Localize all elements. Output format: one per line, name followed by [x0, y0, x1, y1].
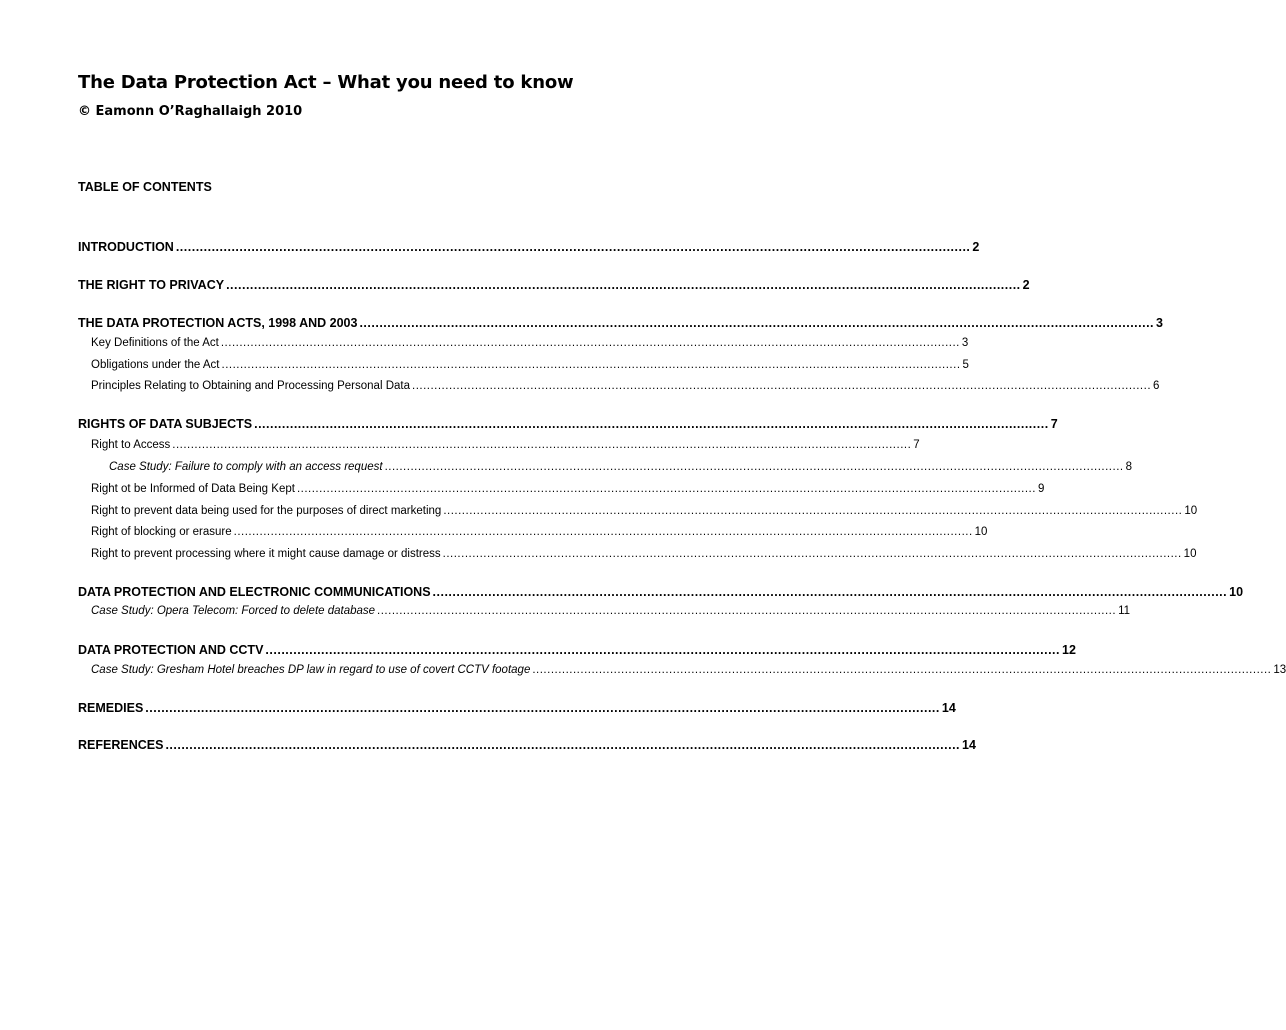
- toc-leader: ........................................................................................................................................................................................................: [254, 417, 1049, 431]
- toc-entry-right-to-be-informed[interactable]: [78, 481, 1045, 497]
- toc-page-number: 7: [1050, 417, 1058, 431]
- toc-page-number: 14: [962, 738, 976, 752]
- toc-entry-text: DATA PROTECTION AND ELECTRONIC COMMUNICATIONS: [78, 585, 431, 599]
- toc-heading: TABLE OF CONTENTS: [78, 180, 212, 194]
- toc-entry-text: Right to Access: [91, 439, 171, 451]
- toc-entry-blocking-erasure[interactable]: [78, 524, 988, 540]
- toc-leader: ........................................................................................................................................................................................................: [145, 701, 940, 715]
- toc-entry-right-to-access[interactable]: [78, 437, 920, 453]
- toc-entry-text: Right of blocking or erasure: [91, 526, 232, 538]
- document-title: The Data Protection Act – What you need to know: [78, 72, 574, 93]
- toc-leader: ........................................................................................................................................................................................................: [165, 738, 961, 752]
- toc-entry-text: INTRODUCTION: [78, 240, 174, 254]
- toc-page-number: 13: [1273, 664, 1286, 676]
- toc-page-number: 7: [913, 439, 920, 451]
- toc-entry-data-protection-acts[interactable]: [78, 315, 1163, 331]
- toc-entry-cctv[interactable]: [78, 642, 1076, 658]
- toc-entry-text: Case Study: Opera Telecom: Forced to delete database: [91, 605, 376, 617]
- document-copyright: © Eamonn O’Raghallaigh 2010: [78, 104, 303, 119]
- toc-page-number: 12: [1062, 643, 1076, 657]
- toc-page-number: 10: [1184, 505, 1198, 517]
- toc-page-number: 10: [1229, 585, 1244, 599]
- toc-leader: ........................................................................................................................................................................................................: [172, 439, 912, 451]
- toc-entry-text: Right to prevent processing where it might cause damage or distress: [91, 548, 441, 560]
- toc-leader: ........................................................................................................................................................................................................: [359, 316, 1155, 330]
- toc-leader: ........................................................................................................................................................................................................: [296, 483, 1036, 495]
- toc-entry-principles[interactable]: [78, 378, 1160, 394]
- toc-page-number: 3: [961, 337, 969, 349]
- toc-entry-text: Right to prevent data being used for the purposes of direct marketing: [91, 505, 442, 517]
- toc-entry-case-study-access-request[interactable]: [78, 459, 1132, 475]
- toc-entry-text: Key Definitions of the Act: [91, 337, 219, 349]
- toc-entry-key-definitions[interactable]: [78, 335, 969, 351]
- toc-leader: ........................................................................................................................................................................................................: [532, 664, 1272, 676]
- toc-page-number: 11: [1118, 605, 1131, 617]
- toc-entry-text: Right ot be Informed of Data Being Kept: [91, 483, 295, 495]
- toc-entry-right-to-privacy[interactable]: [78, 277, 1030, 293]
- toc-entry-text: REFERENCES: [78, 738, 164, 752]
- toc-entry-introduction[interactable]: [78, 239, 980, 255]
- toc-leader: ........................................................................................................................................................................................................: [443, 505, 1183, 517]
- toc-page-number: 2: [1022, 278, 1030, 292]
- toc-page-number: 8: [1125, 461, 1132, 473]
- toc-page-number: 5: [962, 359, 969, 371]
- toc-leader: ........................................................................................................................................................................................................: [432, 585, 1228, 599]
- toc-entry-text: THE DATA PROTECTION ACTS, 1998 AND 2003: [78, 316, 358, 330]
- toc-page-number: 2: [972, 240, 980, 254]
- toc-entry-case-study-opera-telecom[interactable]: [78, 603, 1131, 619]
- toc-entry-case-study-gresham-hotel[interactable]: [78, 662, 1286, 678]
- toc-leader: ........................................................................................................................................................................................................: [226, 278, 1021, 292]
- toc-leader: ........................................................................................................................................................................................................: [412, 380, 1152, 392]
- toc-entry-text: REMEDIES: [78, 701, 144, 715]
- toc-entry-prevent-processing[interactable]: [78, 546, 1197, 562]
- toc-entry-references[interactable]: [78, 737, 976, 753]
- toc-leader: ........................................................................................................................................................................................................: [175, 240, 971, 254]
- toc-entry-direct-marketing[interactable]: [78, 503, 1198, 519]
- toc-page-number: 10: [974, 526, 988, 538]
- toc-page-number: 3: [1156, 316, 1163, 330]
- toc-leader: ........................................................................................................................................................................................................: [233, 526, 973, 538]
- toc-entry-text: Principles Relating to Obtaining and Processing Personal Data: [91, 380, 410, 392]
- toc-entry-text: Case Study: Gresham Hotel breaches DP law in regard to use of covert CCTV footage: [91, 664, 531, 676]
- toc-entry-text: Obligations under the Act: [91, 359, 220, 371]
- toc-entry-electronic-communications[interactable]: [78, 584, 1244, 600]
- toc-page-number: 6: [1153, 380, 1160, 392]
- toc-leader: ........................................................................................................................................................................................................: [220, 337, 960, 349]
- toc-entry-rights-of-data-subjects[interactable]: [78, 416, 1058, 432]
- toc-leader: ........................................................................................................................................................................................................: [377, 605, 1117, 617]
- toc-page-number: 14: [941, 701, 956, 715]
- toc-entry-obligations[interactable]: [78, 357, 969, 373]
- toc-entry-text: RIGHTS OF DATA SUBJECTS: [78, 417, 253, 431]
- toc-leader: ........................................................................................................................................................................................................: [384, 461, 1124, 473]
- toc-entry-remedies[interactable]: [78, 700, 956, 716]
- toc-leader: ........................................................................................................................................................................................................: [221, 359, 961, 371]
- toc-page-number: 9: [1037, 483, 1045, 495]
- toc-leader: ........................................................................................................................................................................................................: [265, 643, 1061, 657]
- toc-entry-text: Case Study: Failure to comply with an access request: [109, 461, 383, 473]
- toc-page-number: 10: [1183, 548, 1197, 560]
- toc-entry-text: DATA PROTECTION AND CCTV: [78, 643, 264, 657]
- toc-leader: ........................................................................................................................................................................................................: [442, 548, 1182, 560]
- toc-entry-text: THE RIGHT TO PRIVACY: [78, 278, 225, 292]
